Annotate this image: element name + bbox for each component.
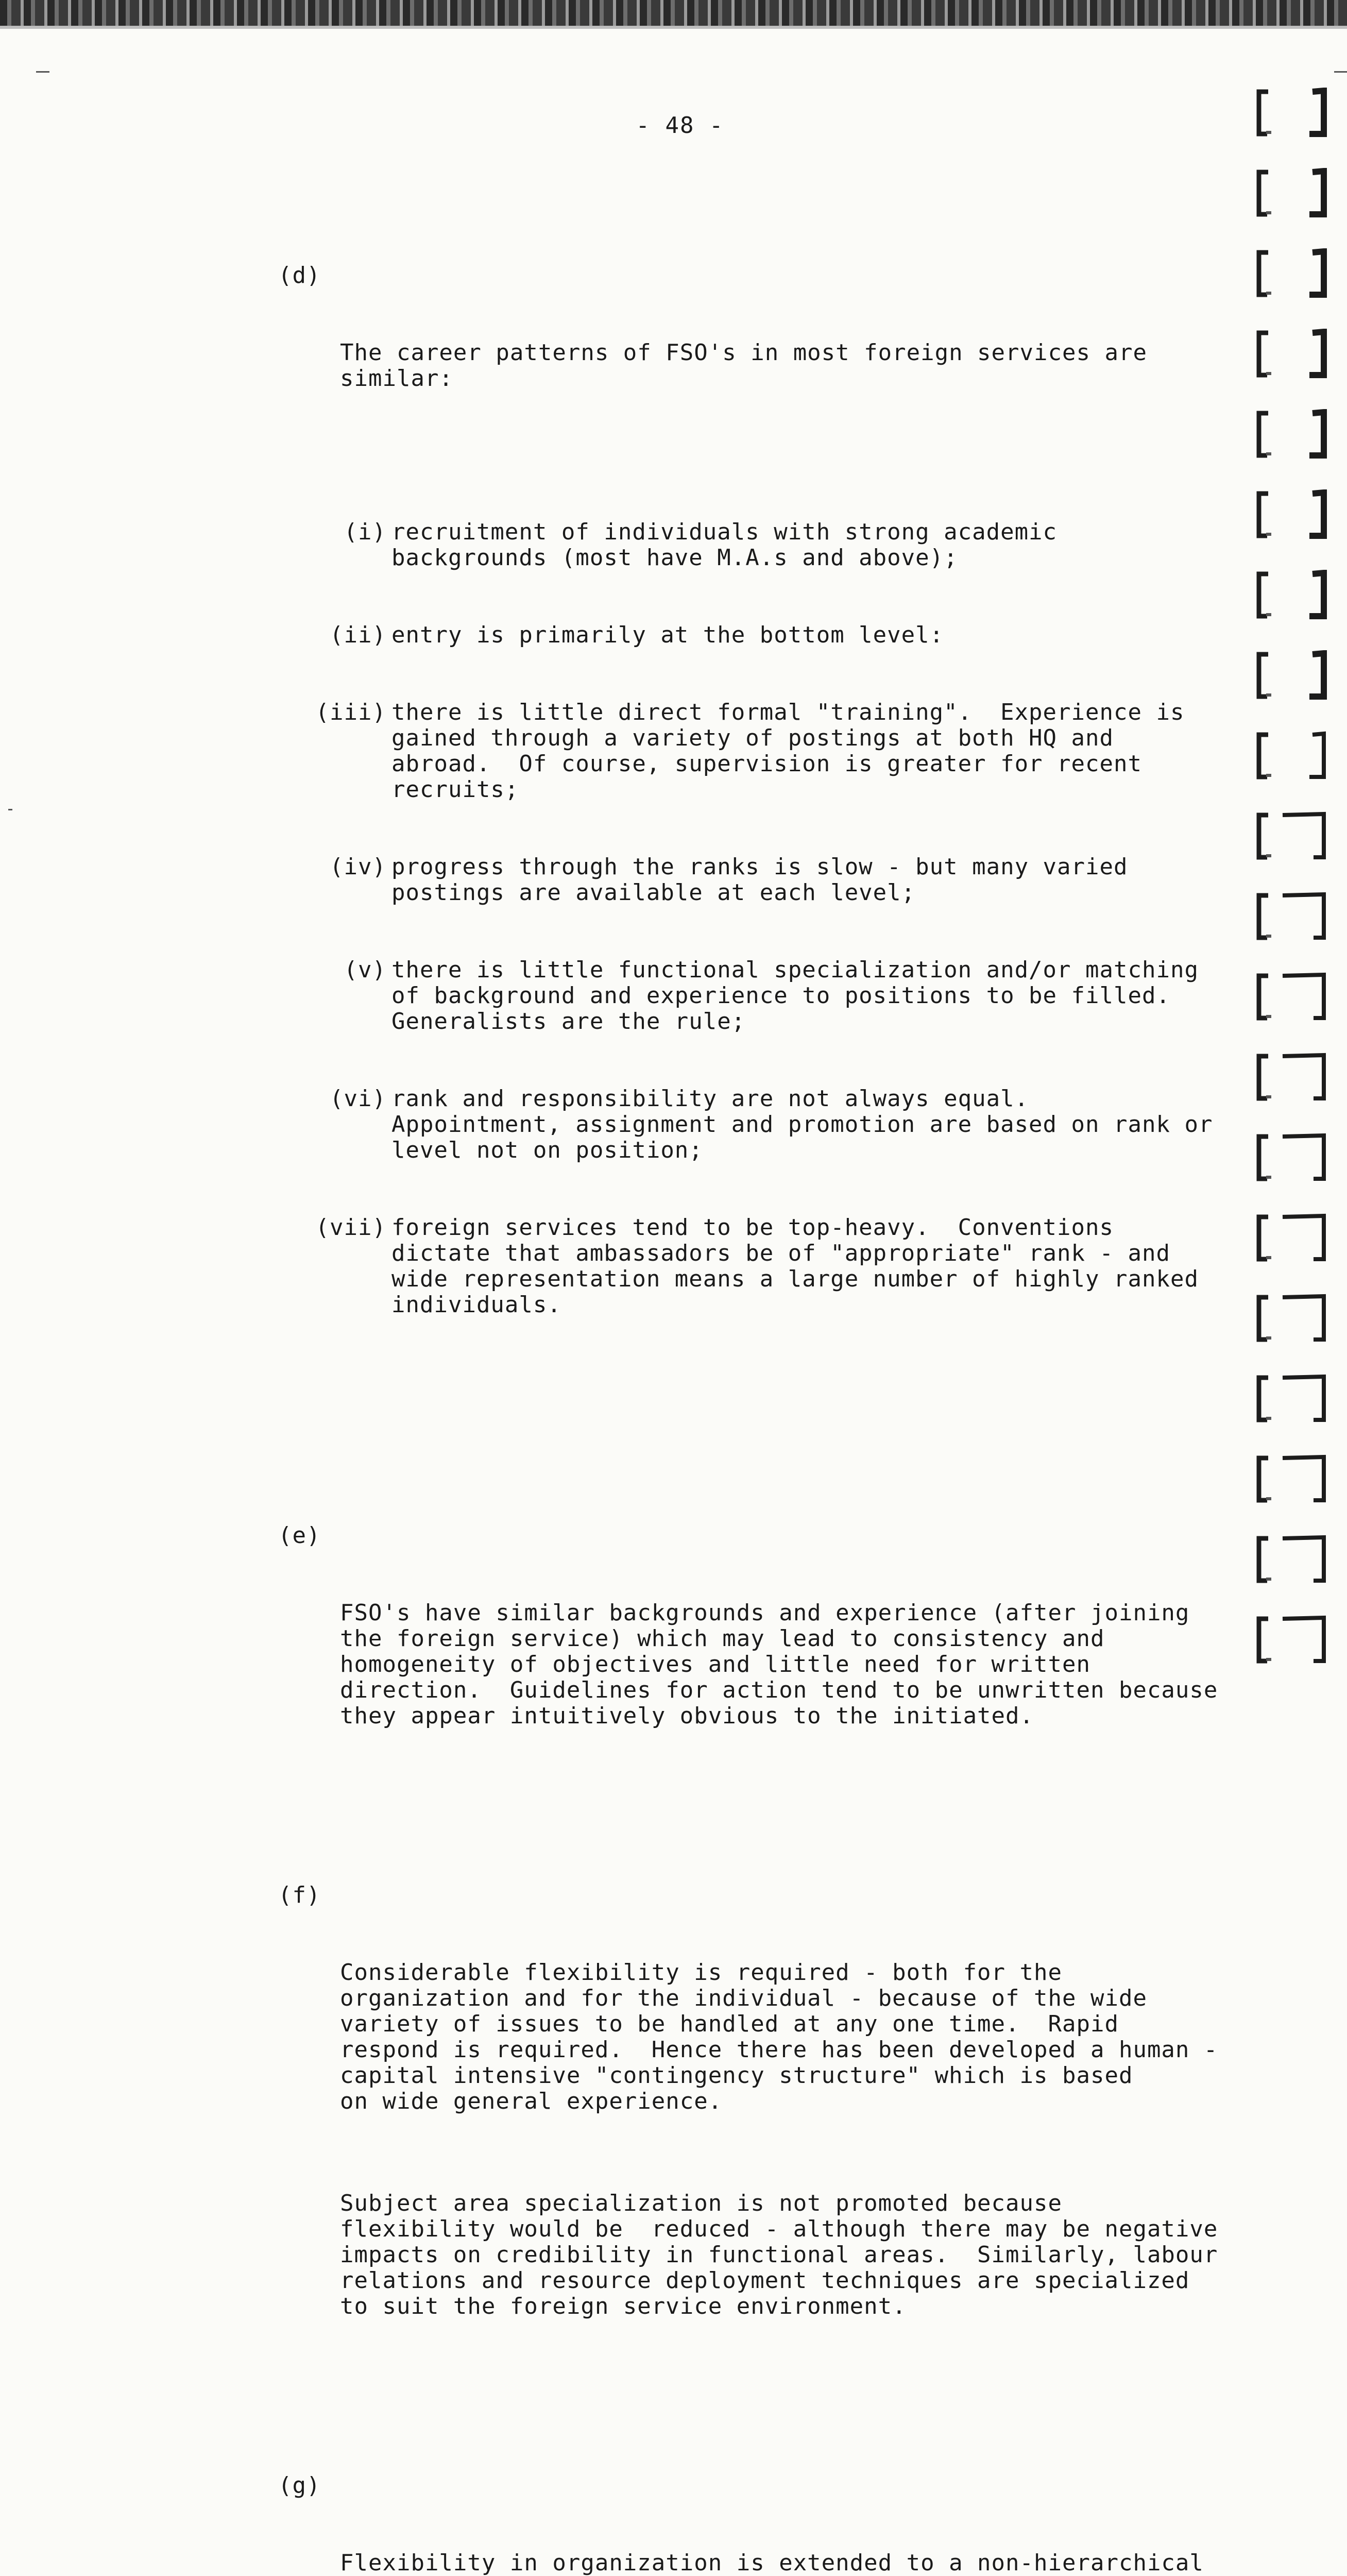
scan-top-border (0, 0, 1347, 26)
item-number: (vii) (315, 1214, 386, 1241)
item-text: foreign services tend to be top-heavy. Conventions dictate that ambassadors be of "appropriate" rank - and wide representation means a large number of highly ranked individuals. (391, 1214, 1199, 1318)
paragraph-label: (f) (278, 1882, 321, 1908)
binding-bracket (1252, 1293, 1339, 1343)
scan-top-edge (0, 26, 1347, 29)
paragraph-text: The career patterns of FSO's in most foreign services are similar: (340, 340, 1147, 392)
list-item (330, 622, 1154, 648)
left-edge-mark (8, 809, 12, 810)
binding-bracket (1252, 1534, 1339, 1584)
binding-bracket (1252, 88, 1339, 137)
binding-bracket (1252, 891, 1339, 941)
item-text: entry is primarily at the bottom level: (391, 622, 944, 648)
item-number: (v) (344, 957, 386, 983)
list-item (315, 699, 1185, 803)
left-margin-tick (36, 71, 49, 73)
binding-bracket (1252, 1213, 1339, 1262)
binding-bracket (1252, 1615, 1339, 1664)
binding-bracket (1252, 409, 1339, 459)
item-text: there is little direct formal "training". Experience is gained through a variety of postings at both HQ and abroad. Of course, supervision is greater for recent recruits; (391, 699, 1185, 803)
binding-bracket (1252, 329, 1339, 378)
paragraph-text: FSO's have similar backgrounds and experience (after joining the foreign service) which may lead to consistency and homogeneity of objectives and little need for written direction. Guidelines for action tend to be unwritten because they appear intuitively obvious to the initiated. (340, 1600, 1218, 1729)
paragraph-e (278, 1522, 1218, 1781)
binding-bracket (1252, 731, 1339, 780)
binding-bracket (1252, 1454, 1339, 1503)
item-number: (iv) (330, 854, 386, 880)
binding-bracket (1252, 811, 1339, 860)
binding-bracket (1252, 1052, 1339, 1101)
list-item (315, 1214, 1199, 1318)
item-number: (i) (344, 519, 386, 545)
list-item (340, 957, 1199, 1035)
item-number: (iii) (315, 699, 386, 725)
paragraph-g (278, 2472, 1204, 2576)
binding-bracket (1252, 570, 1339, 619)
item-number: (vi) (330, 1086, 386, 1112)
item-text: progress through the ranks is slow - but many varied postings are available at each level; (391, 854, 1128, 906)
paragraph-label: (g) (278, 2472, 321, 2499)
paragraph-subtext: Subject area specialization is not promoted because flexibility would be reduced - although there may be negative impacts on credibility in functional areas. Similarly, labour relations and resource deployment techniques are specialized to suit the foreign service environment. (340, 2190, 1218, 2319)
document-body (278, 185, 1218, 2576)
paragraph-text: Flexibility in organization is extended to a non-hierarchical (340, 2550, 1204, 2576)
page-number: - 48 - (636, 112, 724, 139)
list-item (330, 1086, 1213, 1163)
binding-bracket (1252, 1132, 1339, 1182)
item-text: there is little functional specialization and/or matching of background and experience to positions to be filled. Generalists are the rule; (391, 957, 1199, 1035)
binding-bracket (1252, 248, 1339, 298)
paragraph-text: Considerable flexibility is required - both for the organization and for the individual - because of the wide variety of issues to be handled at any one time. Rapid respond is required. Hence there has been developed a human - capital intensive "contingency structure" which is based on wide general experience. (340, 1959, 1218, 2114)
binding-bracket (1252, 972, 1339, 1021)
paragraph-label: (d) (278, 262, 321, 289)
binding-bracket (1252, 1374, 1339, 1423)
binding-bracket-rail (1252, 77, 1347, 1703)
binding-bracket (1252, 489, 1339, 539)
binding-bracket (1252, 650, 1339, 700)
career-pattern-list (315, 468, 1213, 1369)
binding-bracket (1252, 168, 1339, 217)
list-item (330, 854, 1154, 906)
right-margin-tick (1334, 71, 1347, 73)
list-item (340, 519, 1154, 571)
paragraph-d (278, 262, 1213, 1421)
item-text: recruitment of individuals with strong academic backgrounds (most have M.A.s and above); (391, 519, 1058, 571)
item-number: (ii) (330, 622, 386, 648)
paragraph-label: (e) (278, 1522, 321, 1549)
item-text: rank and responsibility are not always equal. Appointment, assignment and promotion are based on rank or level not on position; (391, 1086, 1213, 1163)
paragraph-f (278, 1882, 1218, 2371)
